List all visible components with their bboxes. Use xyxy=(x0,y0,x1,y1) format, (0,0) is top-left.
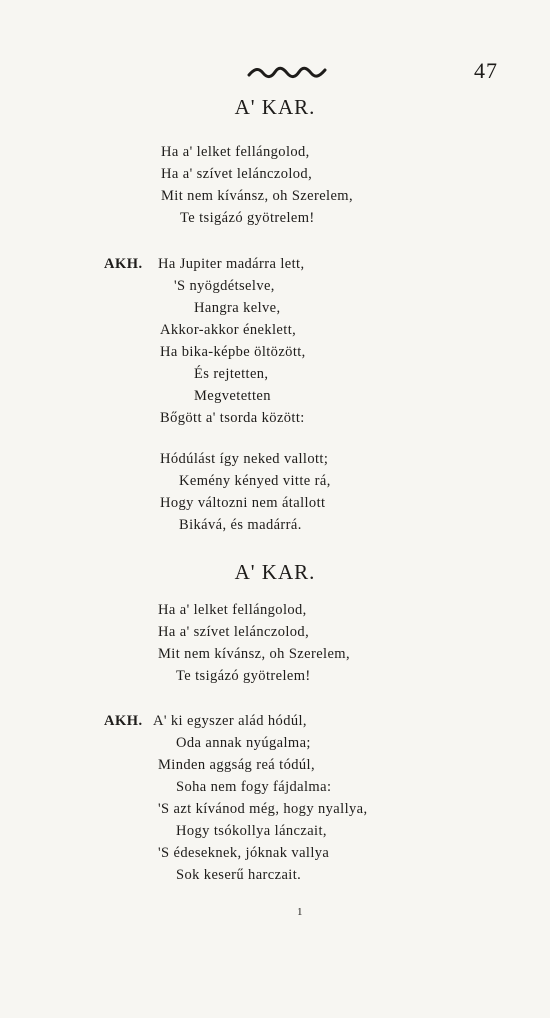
verse-line: Te tsigázó gyötrelem! xyxy=(180,210,315,226)
verse-line: Te tsigázó gyötrelem! xyxy=(176,668,311,684)
verse-line: Hogy tsókollya lánczait, xyxy=(176,823,327,839)
verse-line: 'S édeseknek, jóknak vallya xyxy=(158,845,330,861)
verse-line: Hódúlást így neked vallott; xyxy=(160,451,329,467)
verse-line: Ha a' lelket fellángolod, xyxy=(161,144,310,160)
chorus-heading: A' KAR. xyxy=(234,560,316,584)
speaker-label: AKH. xyxy=(104,713,143,729)
signature-mark: 1 xyxy=(297,906,303,918)
verse-line: Hogy változni nem átallott xyxy=(160,495,326,511)
verse-line: Ha a' szívet lelánczolod, xyxy=(158,624,310,640)
verse-line: És rejtetten, xyxy=(194,366,269,382)
speaker-label: AKH. xyxy=(104,256,143,272)
chorus-heading: A' KAR. xyxy=(234,95,316,119)
verse-line: Ha a' szívet lelánczolod, xyxy=(161,166,313,182)
verse-line: Mit nem kívánsz, oh Szerelem, xyxy=(158,646,351,662)
verse-line: 'S azt kívánod még, hogy nyallya, xyxy=(158,801,368,817)
verse-line: Minden aggság reá tódúl, xyxy=(158,757,315,773)
verse-line: Mit nem kívánsz, oh Szerelem, xyxy=(161,188,354,204)
verse-line: Oda annak nyúgalma; xyxy=(176,735,311,751)
verse-line: Bőgött a' tsorda között: xyxy=(160,410,305,426)
verse-line: Hangra kelve, xyxy=(194,300,281,316)
verse-line: Ha bika-képbe öltözött, xyxy=(160,344,306,360)
verse-line: Bikává, és madárrá. xyxy=(179,517,302,533)
page-number: 47 xyxy=(474,58,498,83)
verse-line: Megvetetten xyxy=(194,388,271,404)
verse-line: Ha Jupiter madárra lett, xyxy=(158,256,305,272)
verse-line: Sok keserű harczait. xyxy=(176,867,302,883)
verse-line: Akkor-akkor éneklett, xyxy=(160,322,297,338)
verse-line: A' ki egyszer alád hódúl, xyxy=(153,713,307,729)
verse-line: Ha a' lelket fellángolod, xyxy=(158,602,307,618)
wave-ornament-icon xyxy=(247,66,327,80)
verse-line: Kemény kényed vitte rá, xyxy=(179,473,331,489)
verse-line: 'S nyögdétselve, xyxy=(174,278,275,294)
verse-line: Soha nem fogy fájdalma: xyxy=(176,779,332,795)
